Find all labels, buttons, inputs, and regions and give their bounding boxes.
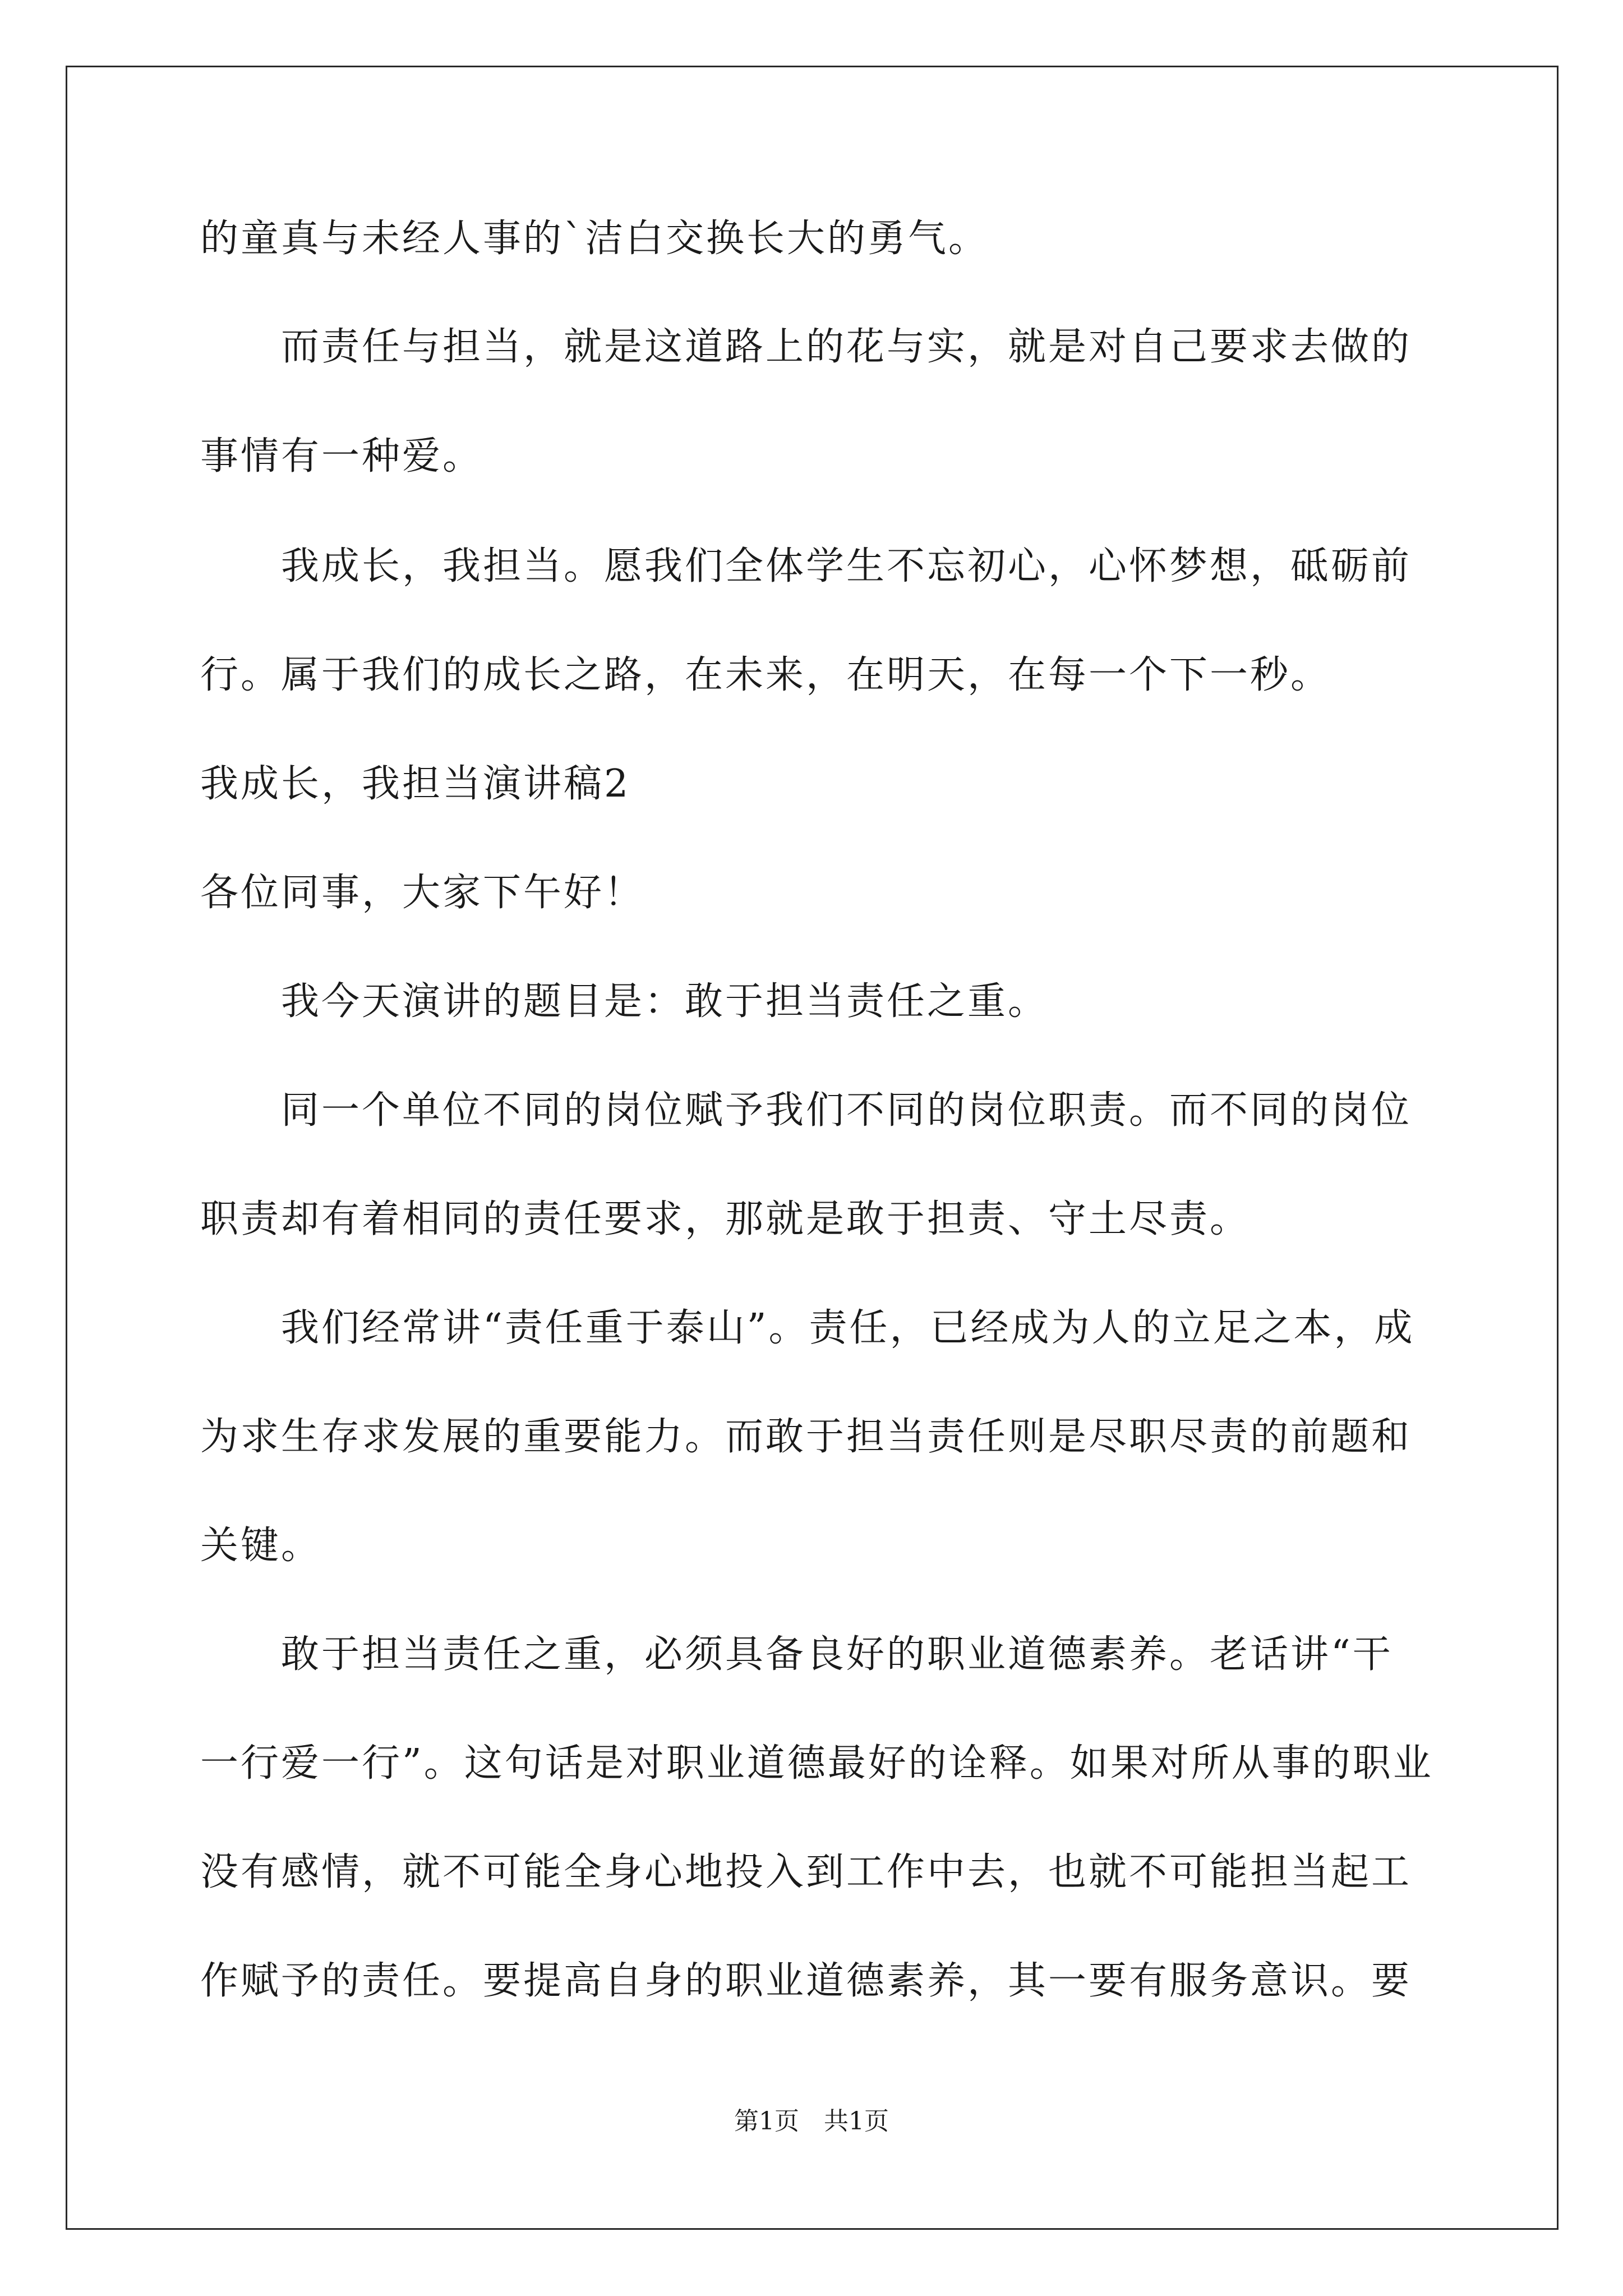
section-heading: 我成长，我担当演讲稿2 [200,762,631,806]
text-line: 一行爱一行”。这句话是对职业道德最好的诠释。如果对所从事的职业 [200,1741,1433,1786]
text-line: 我今天演讲的题目是：敢于担当责任之重。 [200,979,1049,1024]
text-line: 为求生存求发展的重要能力。而敢于担当责任则是尽职尽责的前题和 [200,1415,1412,1459]
text-line: 我成长，我担当。愿我们全体学生不忘初心，心怀梦想，砥砺前 [200,544,1412,588]
text-line: 行。属于我们的成长之路，在未来，在明天，在每一个下一秒。 [200,653,1331,697]
text-line: 同一个单位不同的岗位赋予我们不同的岗位职责。而不同的岗位 [200,1088,1412,1133]
text-line: 事情有一种爱。 [200,434,483,478]
text-line: 敢于担当责任之重，必须具备良好的职业道德素养。老话讲“干 [200,1632,1393,1677]
text-line: 而责任与担当，就是这道路上的花与实，就是对自己要求去做的 [200,325,1412,369]
page-border [66,66,1559,2230]
text-line: 职责却有着相同的责任要求，那就是敢于担责、守土尽责。 [200,1197,1251,1241]
text-line: 的童真与未经人事的`洁白交换长大的勇气。 [200,217,989,261]
page-number: 第1页 共1页 [734,2107,889,2136]
text-line: 我们经常讲“责任重于泰山”。责任，已经成为人的立足之本，成 [200,1306,1415,1350]
text-line: 各位同事，大家下午好！ [200,871,645,915]
text-line: 没有感情，就不可能全身心地投入到工作中去，也就不可能担当起工 [200,1850,1412,1894]
text-line: 关键。 [200,1524,322,1568]
text-line: 作赋予的责任。要提高自身的职业道德素养，其一要有服务意识。要 [200,1959,1412,2003]
